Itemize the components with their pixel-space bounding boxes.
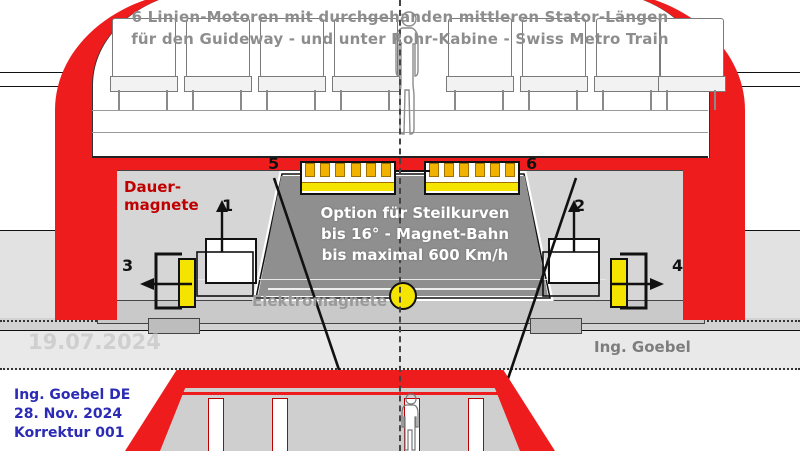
ghost-date: 19.07.2024 — [28, 330, 161, 354]
support-column — [272, 398, 288, 451]
signature-line-2: 28. Nov. 2024 — [14, 406, 123, 422]
signature-block — [14, 386, 130, 443]
callout-6: 6 — [526, 154, 538, 173]
diagram-title — [0, 6, 800, 50]
chassis-side-left — [57, 158, 117, 320]
callout-2: 2 — [574, 196, 586, 215]
title-line-1: 6 Linien-Motoren mit durchgehanden mittleren Stator-Längen — [131, 8, 669, 26]
label-option-block — [300, 203, 530, 266]
title-line-2: für den Guideway - und unter Rohr-Kabine - Swiss Metro Train — [131, 30, 669, 48]
chassis-side-right — [683, 158, 743, 320]
callout-4: 4 — [672, 256, 684, 275]
signature-line-3: Korrektur 001 — [14, 425, 125, 441]
maintenance-person-icon — [398, 392, 424, 451]
callout-3: 3 — [122, 256, 134, 275]
label-dauermagnete-line1: Dauer- — [124, 178, 182, 196]
support-crossbeam — [170, 392, 510, 395]
option-line-3: bis maximal 600 Km/h — [321, 246, 509, 264]
callout-5: 5 — [268, 154, 280, 173]
support-column — [208, 398, 224, 451]
support-column — [468, 398, 484, 451]
label-dauermagnete-line2: magnete — [124, 196, 199, 214]
force-arrow-3 — [140, 276, 192, 292]
label-elektromagnete: Elektromagnete — [252, 292, 388, 310]
force-arrow-4 — [612, 276, 664, 292]
signature-line-1: Ing. Goebel DE — [14, 387, 131, 403]
author-right: Ing. Goebel — [594, 338, 691, 356]
callout-1: 1 — [222, 196, 234, 215]
option-line-1: Option für Steilkurven — [320, 204, 510, 222]
option-line-2: bis 16° - Magnet-Bahn — [320, 225, 510, 243]
chassis-foot-right — [530, 318, 582, 334]
